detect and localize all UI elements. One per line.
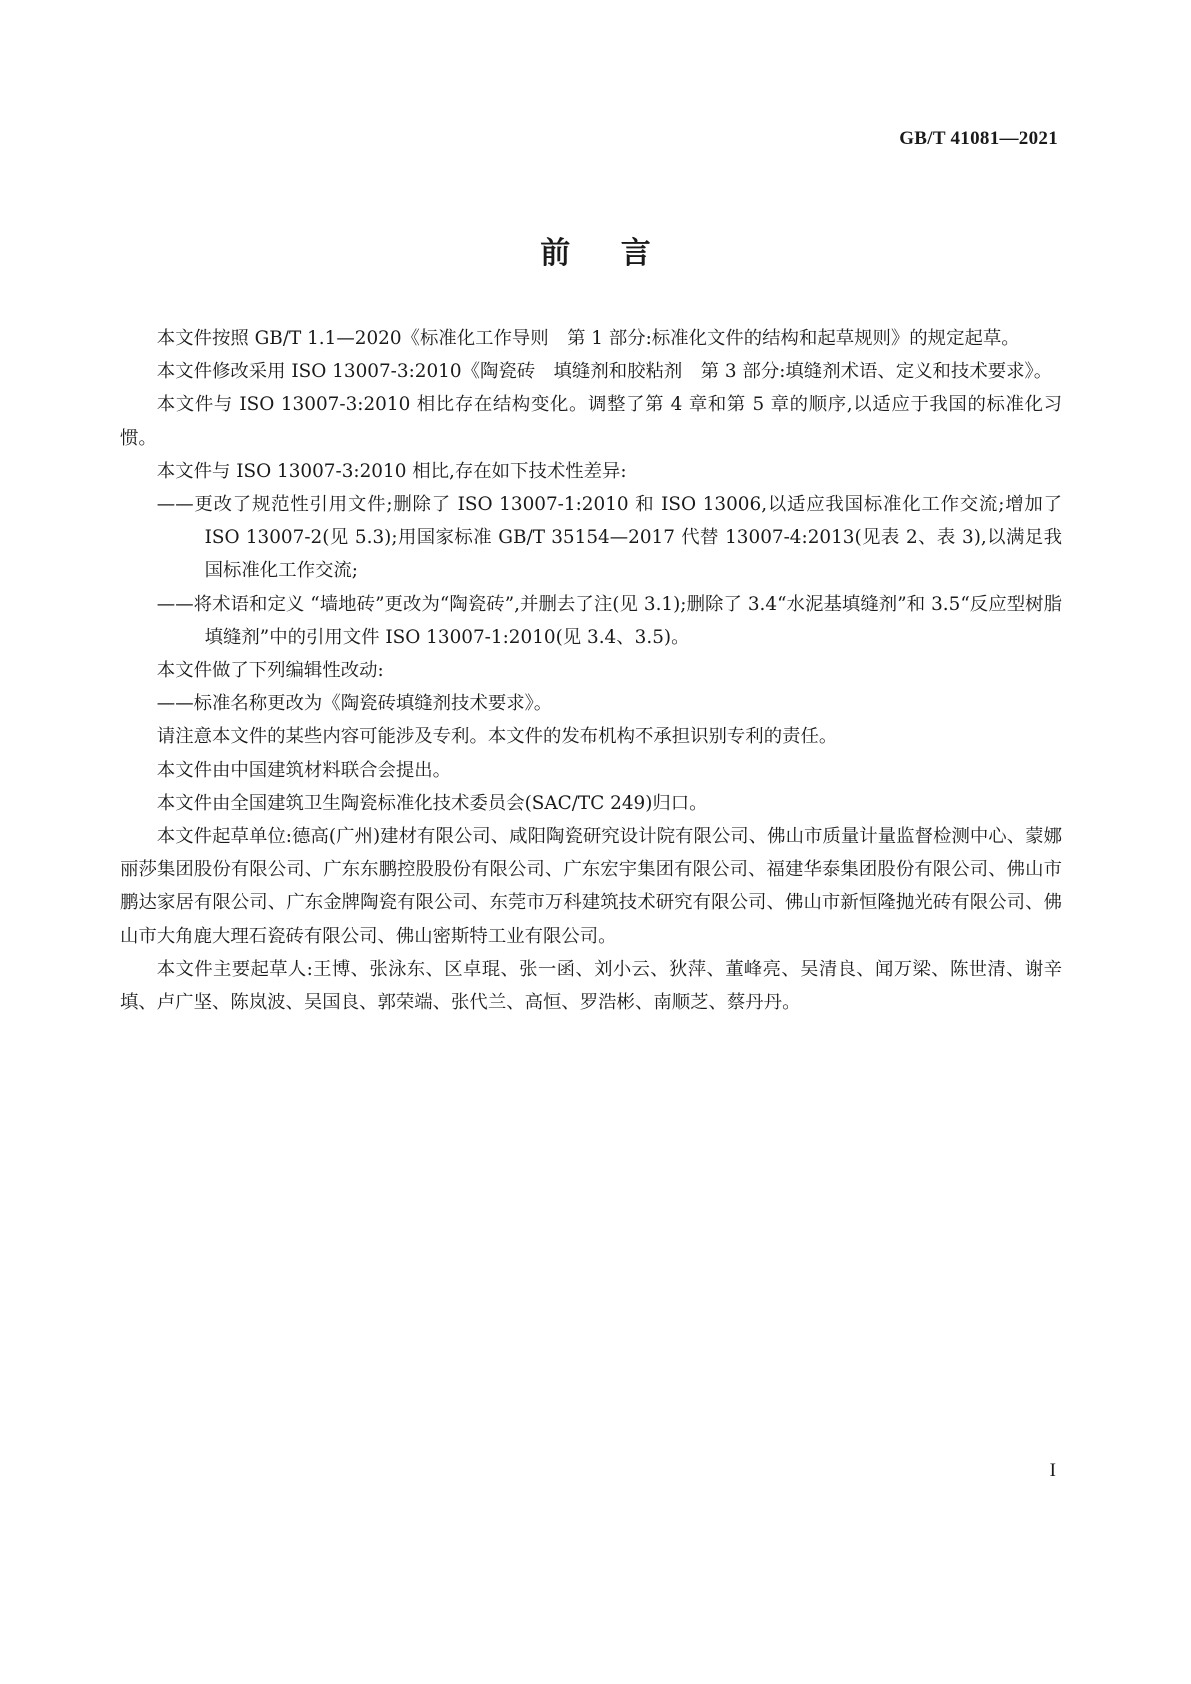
standard-code: GB/T 41081—2021 xyxy=(899,128,1058,149)
foreword-body xyxy=(120,322,1062,1019)
paragraph-proposer: 本文件由中国建筑材料联合会提出。 xyxy=(156,759,452,781)
paragraph-patent-notice: 请注意本文件的某些内容可能涉及专利。本文件的发布机构不承担识别专利的责任。 xyxy=(156,726,838,748)
paragraph-drafting-rules: 本文件按照 GB/T 1.1—2020《标准化工作导则 第 1 部分:标准化文件的结构和起草规则》的规定起草。 xyxy=(156,328,1020,349)
paragraph-committee: 本文件由全国建筑卫生陶瓷标准化技术委员会(SAC/TC 249)归口。 xyxy=(156,792,708,814)
tech-difference-text: ——更改了规范性引用文件;删除了 ISO 13007-1:2010 和 ISO 13006,以适应我国标准化工作交流;增加了 ISO 13007-2(见 5.3);用国家标准 GB/T 35154—2017 代替 13007-4:2013(见表 2、表 3),以满足我国标准化工作交流; xyxy=(156,494,1062,582)
tech-difference-item xyxy=(120,488,1062,588)
tech-difference-text: ——将术语和定义 “墙地砖”更改为“陶瓷砖”,并删去了注(见 3.1);删除了 3.4“水泥基填缝剂”和 3.5“反应型树脂填缝剂”中的引用文件 ISO 13007-1:2010(见 3.4、3.5)。 xyxy=(156,593,1062,648)
editorial-change-text: ——标准名称更改为《陶瓷砖填缝剂技术要求》。 xyxy=(156,693,553,715)
tech-difference-item xyxy=(120,588,1062,654)
paragraph-drafting-units: 本文件起草单位:德高(广州)建材有限公司、咸阳陶瓷研究设计院有限公司、佛山市质量计量监督检测中心、蒙娜丽莎集团股份有限公司、广东东鹏控股股份有限公司、广东宏宇集团有限公司、福建华泰集团股份有限公司、佛山市鹏达家居有限公司、广东金牌陶瓷有限公司、东莞市万科建筑技术研究有限公司、佛山市新恒隆抛光砖有限公司、佛山市大角鹿大理石瓷砖有限公司、佛山密斯特工业有限公司。 xyxy=(120,826,1062,947)
paragraph-tech-differences-intro: 本文件与 ISO 13007-3:2010 相比,存在如下技术性差异: xyxy=(156,460,627,482)
paragraph-drafters: 本文件主要起草人:王博、张泳东、区卓琨、张一函、刘小云、狄萍、董峰亮、吴清良、闻万梁、陈世清、谢辛填、卢广坚、陈岚波、吴国良、郭荣端、张代兰、高恒、罗浩彬、南顺芝、蔡丹丹。 xyxy=(120,958,1062,1014)
paragraph-editorial-intro: 本文件做了下列编辑性改动: xyxy=(156,660,384,682)
page-number: I xyxy=(1049,1460,1056,1481)
editorial-change-item xyxy=(120,687,1062,720)
page-title: 前 言 xyxy=(540,236,651,271)
paragraph-structure-change: 本文件与 ISO 13007-3:2010 相比存在结构变化。调整了第 4 章和第 5 章的顺序,以适应于我国的标准化习惯。 xyxy=(120,394,1062,449)
paragraph-adoption: 本文件修改采用 ISO 13007-3:2010《陶瓷砖 填缝剂和胶粘剂 第 3 部分:填缝剂术语、定义和技术要求》。 xyxy=(156,361,1053,383)
